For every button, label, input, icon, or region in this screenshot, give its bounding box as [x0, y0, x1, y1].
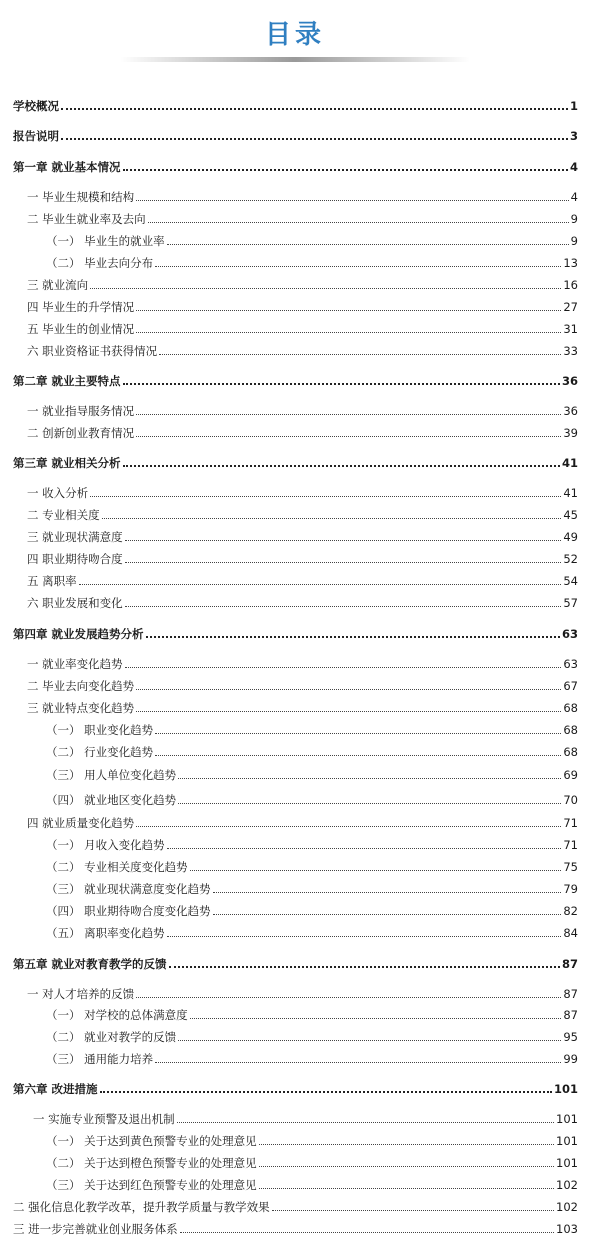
- toc-entry-label: 三 进一步完善就业创业服务体系: [13, 1222, 178, 1236]
- toc-page-number: 9: [570, 212, 578, 226]
- toc-page-number: 31: [563, 322, 578, 336]
- toc-entry-label: 五 毕业生的创业情况: [27, 322, 135, 336]
- toc-entry-label: 一 收入分析: [27, 486, 89, 500]
- toc-leader: [178, 1040, 561, 1041]
- toc-leader: [148, 222, 569, 223]
- toc-entry-label: 二 毕业生就业率及去向: [27, 212, 146, 226]
- toc-section-entry[interactable]: [27, 340, 578, 358]
- toc-leader: [259, 1144, 554, 1145]
- toc-section-entry[interactable]: [27, 548, 578, 566]
- toc-entry-label: （二） 毕业去向分布: [46, 256, 154, 270]
- toc-entry-label: （三） 关于达到红色预警专业的处理意见: [46, 1178, 257, 1192]
- toc-chapter-entry[interactable]: [13, 370, 578, 388]
- toc-page-number: 13: [563, 256, 578, 270]
- toc-leader: [155, 733, 561, 734]
- toc-section-entry[interactable]: [27, 186, 578, 204]
- toc-entry-label: （二） 行业变化趋势: [46, 745, 154, 759]
- toc-page-number: 82: [563, 904, 578, 918]
- toc-subsection-entry[interactable]: [46, 1026, 578, 1044]
- toc-page-number: 57: [563, 596, 578, 610]
- toc-page-number: 101: [556, 1134, 578, 1148]
- toc-section-entry[interactable]: [27, 208, 578, 226]
- toc-entry-label: 二 专业相关度: [27, 508, 100, 522]
- toc-page-number: 3: [569, 129, 578, 143]
- toc-leader: [159, 354, 561, 355]
- toc-entry[interactable]: [13, 125, 578, 143]
- toc-leader: [136, 414, 561, 415]
- toc-page-number: 70: [563, 793, 578, 807]
- toc-entry-label: 五 离职率: [27, 574, 77, 588]
- toc-subsection-entry[interactable]: [46, 878, 578, 896]
- toc-section-entry[interactable]: [13, 1218, 578, 1236]
- toc-entry-label: 四 就业质量变化趋势: [27, 816, 135, 830]
- toc-entry-label: （三） 通用能力培养: [46, 1052, 154, 1066]
- toc-page-number: 95: [563, 1030, 578, 1044]
- toc-entry-label: 四 职业期待吻合度: [27, 552, 123, 566]
- toc-entry-label: （一） 职业变化趋势: [46, 723, 154, 737]
- toc-leader: [125, 606, 562, 607]
- toc-section-entry[interactable]: [27, 400, 578, 418]
- toc-entry-label: 六 职业发展和变化: [27, 596, 123, 610]
- toc-leader: [178, 803, 561, 804]
- toc-entry-label: 六 职业资格证书获得情况: [27, 344, 158, 358]
- toc-leader: [190, 1018, 562, 1019]
- toc-leader: [259, 1188, 554, 1189]
- toc-subsection-entry[interactable]: [46, 741, 578, 759]
- toc-page-number: 36: [561, 374, 578, 388]
- toc-entry-label: 四 毕业生的升学情况: [27, 300, 135, 314]
- toc-page-number: 101: [553, 1082, 578, 1096]
- toc-leader: [90, 288, 561, 289]
- toc-subsection-entry[interactable]: [46, 856, 578, 874]
- toc-entry-label: （三） 就业现状满意度变化趋势: [46, 882, 211, 896]
- toc-leader: [125, 667, 562, 668]
- toc-page-number: 52: [563, 552, 578, 566]
- toc-entry-label: 三 就业流向: [27, 278, 89, 292]
- toc-entry-label: 一 毕业生规模和结构: [27, 190, 135, 204]
- toc-leader: [136, 689, 561, 690]
- toc-section-entry[interactable]: [27, 983, 578, 1001]
- toc-page-number: 99: [563, 1052, 578, 1066]
- toc-entry-label: （三） 用人单位变化趋势: [46, 768, 177, 782]
- toc-entry-label: （一） 对学校的总体满意度: [46, 1008, 188, 1022]
- toc-chapter-entry[interactable]: [13, 156, 578, 174]
- toc-entry-label: （二） 专业相关度变化趋势: [46, 860, 188, 874]
- toc-entry-label: 二 创新创业教育情况: [27, 426, 135, 440]
- toc-section-entry[interactable]: [27, 653, 578, 671]
- toc-leader: [79, 584, 562, 585]
- toc-entry-label: 第五章 就业对教育教学的反馈: [13, 957, 167, 971]
- toc-subsection-entry[interactable]: [46, 719, 578, 737]
- toc-section-entry[interactable]: [27, 318, 578, 336]
- toc-section-entry[interactable]: [27, 274, 578, 292]
- toc-page-number: 87: [563, 1008, 578, 1022]
- toc-page-number: 4: [570, 190, 578, 204]
- toc-entry-label: （二） 就业对教学的反馈: [46, 1030, 177, 1044]
- toc-section-entry[interactable]: [27, 422, 578, 440]
- toc-leader: [123, 169, 568, 171]
- toc-subsection-entry[interactable]: [46, 834, 578, 852]
- toc-leader: [90, 496, 561, 497]
- toc-leader: [167, 244, 569, 245]
- toc-entry-label: 一 就业指导服务情况: [27, 404, 135, 418]
- toc-leader: [125, 540, 562, 541]
- toc-page-number: 87: [563, 987, 578, 1001]
- toc-section-entry[interactable]: [27, 675, 578, 693]
- toc-page-number: 102: [556, 1200, 578, 1214]
- toc-entry-label: （一） 毕业生的就业率: [46, 234, 165, 248]
- toc-subsection-entry[interactable]: [46, 922, 578, 940]
- toc-page-number: 49: [563, 530, 578, 544]
- toc-subsection-entry[interactable]: [46, 1004, 578, 1022]
- toc-leader: [136, 711, 561, 712]
- toc-entry-label: 二 毕业去向变化趋势: [27, 679, 135, 693]
- toc-leader: [259, 1166, 554, 1167]
- toc-page-number: 39: [563, 426, 578, 440]
- toc-chapter-entry[interactable]: [13, 623, 578, 641]
- toc-subsection-entry[interactable]: [46, 764, 578, 782]
- toc-section-entry[interactable]: [27, 526, 578, 544]
- toc-page-number: 45: [563, 508, 578, 522]
- toc-leader: [167, 848, 562, 849]
- toc-section-entry[interactable]: [27, 812, 578, 830]
- toc-page-number: 63: [561, 627, 578, 641]
- toc-page-number: 103: [556, 1222, 578, 1236]
- toc-leader: [155, 266, 561, 267]
- toc-page-number: 68: [563, 723, 578, 737]
- toc-entry-label: 二 强化信息化教学改革，提升教学质量与教学效果: [13, 1200, 270, 1214]
- toc-page-number: 16: [563, 278, 578, 292]
- toc-page-number: 79: [563, 882, 578, 896]
- toc-leader: [213, 914, 562, 915]
- toc-entry-label: 第四章 就业发展趋势分析: [13, 627, 144, 641]
- toc-leader: [146, 636, 560, 638]
- toc-entry-label: 一 实施专业预警及退出机制: [33, 1112, 175, 1126]
- toc-subsection-entry[interactable]: [46, 1130, 578, 1148]
- toc-entry-label: （五） 离职率变化趋势: [46, 926, 165, 940]
- toc-entry-label: （四） 职业期待吻合度变化趋势: [46, 904, 211, 918]
- toc-leader: [213, 892, 562, 893]
- toc-entry-label: 一 对人才培养的反馈: [27, 987, 135, 1001]
- toc-section-entry[interactable]: [27, 296, 578, 314]
- toc-leader: [100, 1091, 552, 1093]
- toc-entry-label: 三 就业特点变化趋势: [27, 701, 135, 715]
- toc-page-number: 102: [556, 1178, 578, 1192]
- toc-leader: [136, 997, 561, 998]
- toc-leader: [155, 1062, 561, 1063]
- toc-leader: [177, 1122, 554, 1123]
- toc-page-number: 87: [561, 957, 578, 971]
- toc-leader: [136, 200, 569, 201]
- toc-leader: [169, 966, 560, 968]
- toc-page-number: 84: [563, 926, 578, 940]
- toc-section-entry[interactable]: [27, 570, 578, 588]
- toc-section-entry[interactable]: [33, 1108, 578, 1126]
- toc-page-number: 41: [563, 486, 578, 500]
- toc-entry-label: （四） 就业地区变化趋势: [46, 793, 177, 807]
- toc-section-entry[interactable]: [27, 697, 578, 715]
- toc-entry-label: 第二章 就业主要特点: [13, 374, 121, 388]
- toc-page-number: 71: [563, 816, 578, 830]
- toc-page-number: 68: [563, 701, 578, 715]
- toc-page-number: 101: [556, 1156, 578, 1170]
- toc-entry-label: （一） 关于达到黄色预警专业的处理意见: [46, 1134, 257, 1148]
- toc-entry-label: （一） 月收入变化趋势: [46, 838, 165, 852]
- toc-page-number: 68: [563, 745, 578, 759]
- toc-entry-label: 第三章 就业相关分析: [13, 456, 121, 470]
- title-divider: [120, 57, 470, 62]
- toc-entry-label: 第六章 改进措施: [13, 1082, 98, 1096]
- toc-leader: [178, 778, 561, 779]
- toc-chapter-entry[interactable]: [13, 452, 578, 470]
- toc-leader: [136, 310, 561, 311]
- toc-entry-label: 学校概况: [13, 99, 59, 113]
- toc-page-number: 41: [561, 456, 578, 470]
- toc-section-entry[interactable]: [13, 1196, 578, 1214]
- toc-leader: [102, 518, 562, 519]
- toc-chapter-entry[interactable]: [13, 1078, 578, 1096]
- toc-chapter-entry[interactable]: [13, 953, 578, 971]
- toc-leader: [167, 936, 562, 937]
- toc-page-number: 33: [563, 344, 578, 358]
- toc-leader: [61, 108, 568, 110]
- toc-subsection-entry[interactable]: [46, 1174, 578, 1192]
- toc-page-number: 1: [569, 99, 578, 113]
- toc-entry-label: （二） 关于达到橙色预警专业的处理意见: [46, 1156, 257, 1170]
- toc-page-number: 36: [563, 404, 578, 418]
- toc-subsection-entry[interactable]: [46, 900, 578, 918]
- toc-entry-label: 第一章 就业基本情况: [13, 160, 121, 174]
- toc-leader: [136, 332, 561, 333]
- toc-page-number: 9: [570, 234, 578, 248]
- toc-page-number: 54: [563, 574, 578, 588]
- toc-page-number: 67: [563, 679, 578, 693]
- toc-leader: [125, 562, 562, 563]
- toc-section-entry[interactable]: [27, 504, 578, 522]
- toc-page-number: 4: [569, 160, 578, 174]
- toc-leader: [272, 1210, 554, 1211]
- toc-section-entry[interactable]: [27, 482, 578, 500]
- toc-leader: [136, 436, 561, 437]
- toc-page-number: 71: [563, 838, 578, 852]
- toc-subsection-entry[interactable]: [46, 230, 578, 248]
- toc-leader: [123, 383, 560, 385]
- toc-leader: [61, 138, 568, 140]
- toc-leader: [190, 870, 562, 871]
- toc-subsection-entry[interactable]: [46, 1048, 578, 1066]
- toc-page-number: 101: [556, 1112, 578, 1126]
- toc-entry-label: 一 就业率变化趋势: [27, 657, 123, 671]
- toc-page-number: 75: [563, 860, 578, 874]
- toc-section-entry[interactable]: [27, 592, 578, 610]
- toc-leader: [123, 465, 560, 467]
- toc-leader: [180, 1232, 554, 1233]
- toc-entry-label: 三 就业现状满意度: [27, 530, 123, 544]
- toc-subsection-entry[interactable]: [46, 789, 578, 807]
- toc-subsection-entry[interactable]: [46, 1152, 578, 1170]
- toc-leader: [155, 755, 561, 756]
- toc-entry-label: 报告说明: [13, 129, 59, 143]
- toc-entry[interactable]: [13, 95, 578, 113]
- toc-page-number: 27: [563, 300, 578, 314]
- toc-page-number: 63: [563, 657, 578, 671]
- page-title: 目录: [264, 20, 325, 50]
- toc-leader: [136, 826, 561, 827]
- toc-subsection-entry[interactable]: [46, 252, 578, 270]
- toc-page-number: 69: [563, 768, 578, 782]
